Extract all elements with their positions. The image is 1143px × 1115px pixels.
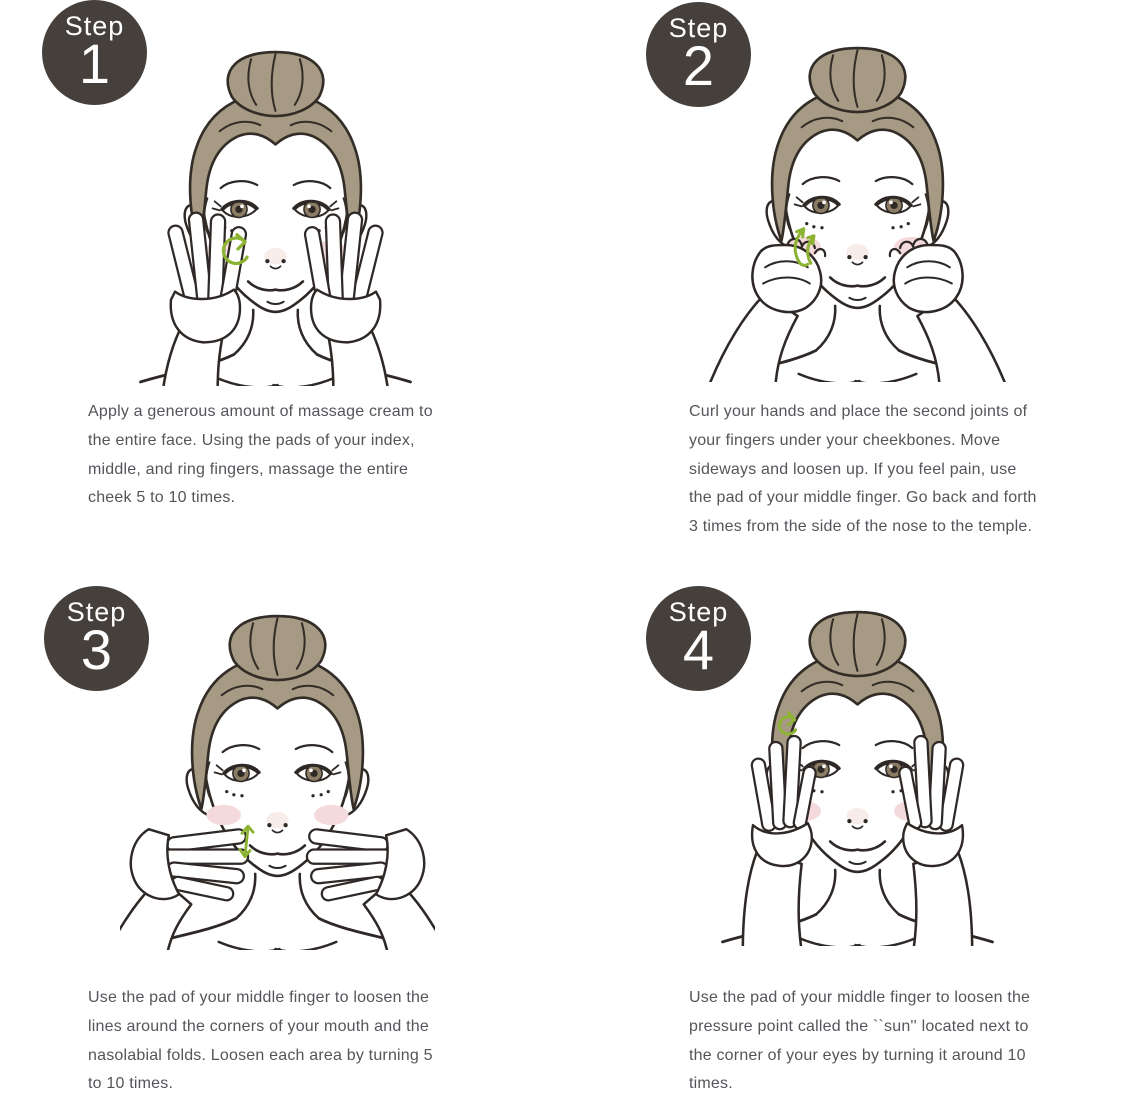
step-card-4 — [572, 558, 1143, 1115]
step-badge-label: Step — [64, 11, 125, 41]
step-badge-number: 4 — [682, 618, 715, 681]
step-card-2 — [572, 0, 1143, 557]
step-badge-label: Step — [66, 597, 127, 627]
step-badge-label: Step — [668, 597, 729, 627]
step-badge — [44, 586, 149, 691]
step-badge-number: 3 — [80, 618, 113, 681]
step-badge — [646, 586, 751, 691]
step-badge-number: 2 — [682, 34, 715, 97]
step-description: Use the pad of your middle finger to loosen the lines around the corners of your mouth and the nasolabial folds. Loosen each area by turning 5 to 10 times. — [88, 989, 433, 1093]
step-badge — [646, 2, 751, 107]
step-description: Apply a generous amount of massage cream to the entire face. Using the pads of your index, middle, and ring fingers, massage the entire cheek 5 to 10 times. — [88, 403, 433, 507]
step-description: Curl your hands and place the second joints of your fingers under your cheekbones. Move sideways and loosen up. If you feel pain, use the pad of your middle finger. Go back and forth 3 times from the side of the nose to the temple. — [689, 403, 1037, 536]
face-massage-illustration-step3 — [120, 610, 435, 950]
step-badge-label: Step — [668, 13, 729, 43]
step-badge — [42, 0, 147, 105]
step-card-3 — [0, 558, 571, 1115]
step-description: Use the pad of your middle finger to loosen the pressure point called the ``sun'' located next to the corner of your eyes by turning it around 10 times. — [689, 989, 1031, 1093]
face-massage-illustration-step1 — [118, 46, 433, 386]
step-badge-number: 1 — [78, 32, 111, 95]
step-card-1 — [0, 0, 571, 557]
face-massage-illustration-step2 — [700, 42, 1015, 382]
